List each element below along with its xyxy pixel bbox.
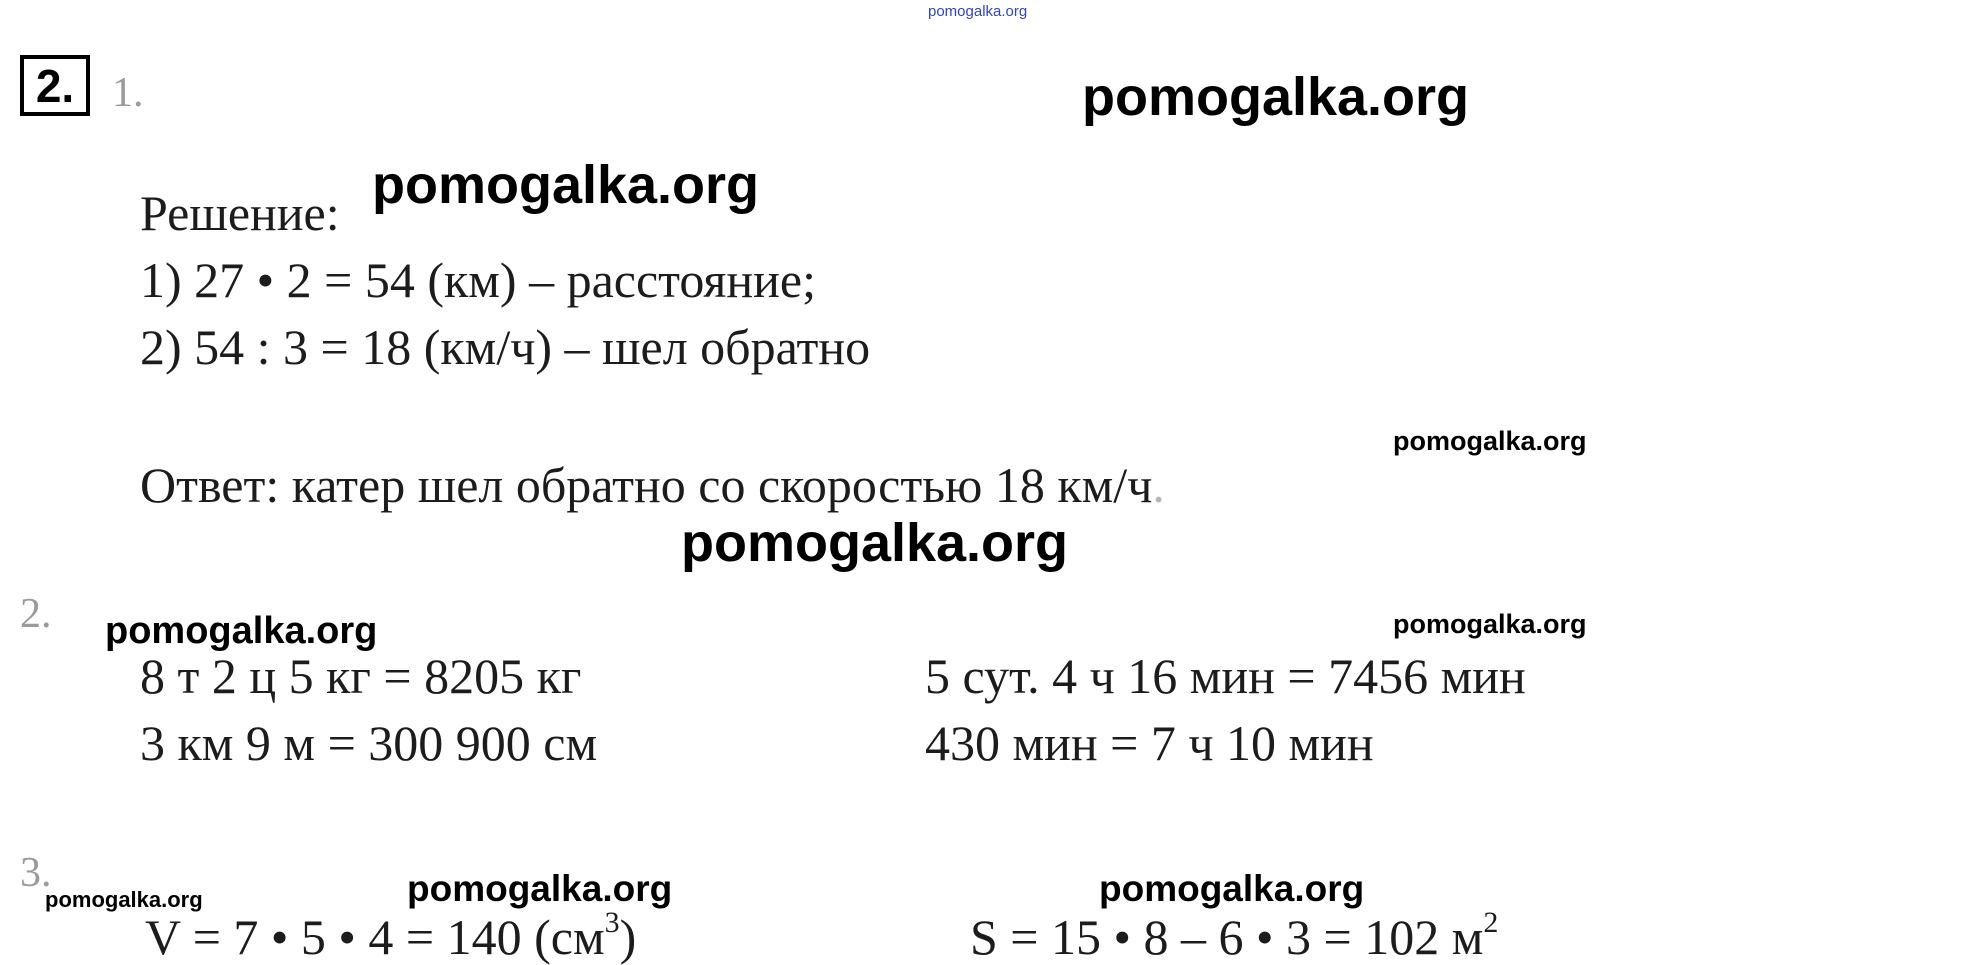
watermark-medium-bottom-right: pomogalka.org — [1099, 868, 1365, 909]
task-number-box: 2. — [20, 55, 90, 116]
answer-line — [140, 457, 1165, 513]
watermark-small-bottom-left: pomogalka.org — [45, 887, 203, 912]
answer-text: катер шел обратно со скоростью 18 км/ч — [291, 457, 1153, 513]
part3-number: 3. — [20, 850, 52, 896]
conversion-right-2: 430 мин = 7 ч 10 мин — [925, 715, 1374, 771]
area-exponent: 2 — [1483, 906, 1499, 939]
part1-number: 1. — [112, 70, 144, 116]
solution-label: Решение: — [140, 185, 340, 241]
volume-close: ) — [619, 909, 637, 965]
answer-label: Ответ: — [140, 457, 280, 513]
area-equation — [970, 906, 1499, 965]
part2-number: 2. — [20, 591, 52, 637]
solution-step-1: 1) 27 • 2 = 54 (км) – расстояние; — [140, 252, 817, 308]
watermark-small-right-2: pomogalka.org — [1393, 609, 1587, 639]
volume-exponent: 3 — [604, 906, 620, 939]
watermark-medium-left: pomogalka.org — [105, 610, 378, 652]
conversion-left-2: 3 км 9 м = 300 900 см — [140, 715, 598, 771]
volume-equation — [145, 906, 637, 965]
answer-end: . — [1152, 457, 1165, 513]
watermark-large-center: pomogalka.org — [681, 513, 1069, 573]
watermark-small-right-1: pomogalka.org — [1393, 426, 1587, 456]
solution-step-2: 2) 54 : 3 = 18 (км/ч) – шел обратно — [140, 319, 871, 375]
conversion-right-1: 5 сут. 4 ч 16 мин = 7456 мин — [925, 648, 1526, 704]
watermark-medium-bottom-center: pomogalka.org — [407, 868, 673, 909]
area-main: S = 15 • 8 – 6 • 3 = 102 м — [970, 909, 1484, 965]
watermark-large-top-right: pomogalka.org — [1082, 67, 1470, 127]
volume-main: V = 7 • 5 • 4 = 140 (см — [145, 909, 605, 965]
watermark-large-solution: pomogalka.org — [372, 155, 760, 215]
source-link[interactable]: pomogalka.org — [928, 3, 1028, 20]
conversion-left-1: 8 т 2 ц 5 кг = 8205 кг — [140, 648, 582, 704]
